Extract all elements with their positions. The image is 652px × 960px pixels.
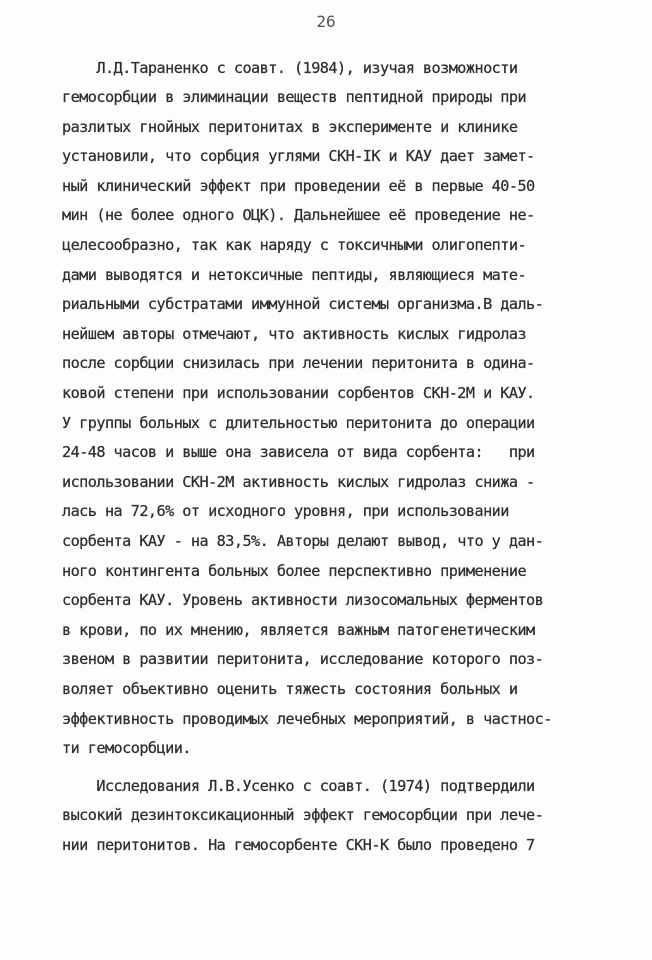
text-line: нии перитонитов. На гемосорбенте СКН-К было проведено 7: [62, 836, 535, 854]
text-line: 24-48 часов и выше она зависела от вида сорбента: при: [62, 443, 535, 461]
text-line: мин (не более одного ОЦК). Дальнейшее её проведение не-: [62, 206, 535, 224]
text-line: Л.Д.Тараненко с соавт. (1984), изучая возможности: [62, 59, 518, 77]
text-line: дами выводятся и нетоксичные пептиды, являющиеся мате-: [62, 266, 527, 284]
text-line: высокий дезинтоксикационный эффект гемосорбции при лече-: [62, 806, 544, 824]
text-line: разлитых гнойных перитонитах в эксперименте и клинике: [62, 118, 518, 136]
page-number: 26: [316, 12, 336, 31]
text-line: У группы больных с длительностью перитонита до операции: [62, 414, 535, 432]
text-line: ный клинический эффект при проведении её в первые 40-50: [62, 177, 535, 195]
text-line: воляет объективно оценить тяжесть состояния больных и: [62, 680, 518, 698]
text-line: сорбента КАУ - на 83,5%. Авторы делают вывод, что у дан-: [62, 532, 544, 550]
text-line: после сорбции снизилась при лечении перитонита в одина-: [62, 354, 535, 372]
text-line: лась на 72,6% от исходного уровня, при использовании: [62, 502, 509, 520]
text-line: нейшем авторы отмечают, что активность кислых гидролаз: [62, 325, 527, 343]
text-line: ковой степени при использовании сорбентов СКН-2М и КАУ.: [62, 384, 535, 402]
text-line: ти гемосорбции.: [62, 739, 191, 757]
text-line: использовании СКН-2М активность кислых гидролаз снижа -: [62, 473, 535, 491]
text-line: в крови, по их мнению, является важным патогенетическим: [62, 621, 535, 639]
text-line: эффективность проводимых лечебных мероприятий, в частнос-: [62, 710, 552, 728]
text-line: ного контингента больных более перспективно применение: [62, 562, 527, 580]
text-line: Исследования Л.В.Усенко с соавт. (1974) подтвердили: [62, 777, 535, 795]
text-line: сорбента КАУ. Уровень активности лизосомальных ферментов: [62, 591, 544, 609]
text-line: риальными субстратами иммунной системы организма.В даль-: [62, 295, 544, 313]
text-line: установили, что сорбция углями СКН-IK и КАУ дает замет-: [62, 147, 535, 165]
text-line: гемосорбции в элиминации веществ пептидной природы при: [62, 88, 527, 106]
text-line: целесообразно, так как наряду с токсичными олигопепти-: [62, 236, 527, 254]
text-line: звеном в развитии перитонита, исследование которого поз-: [62, 650, 544, 668]
